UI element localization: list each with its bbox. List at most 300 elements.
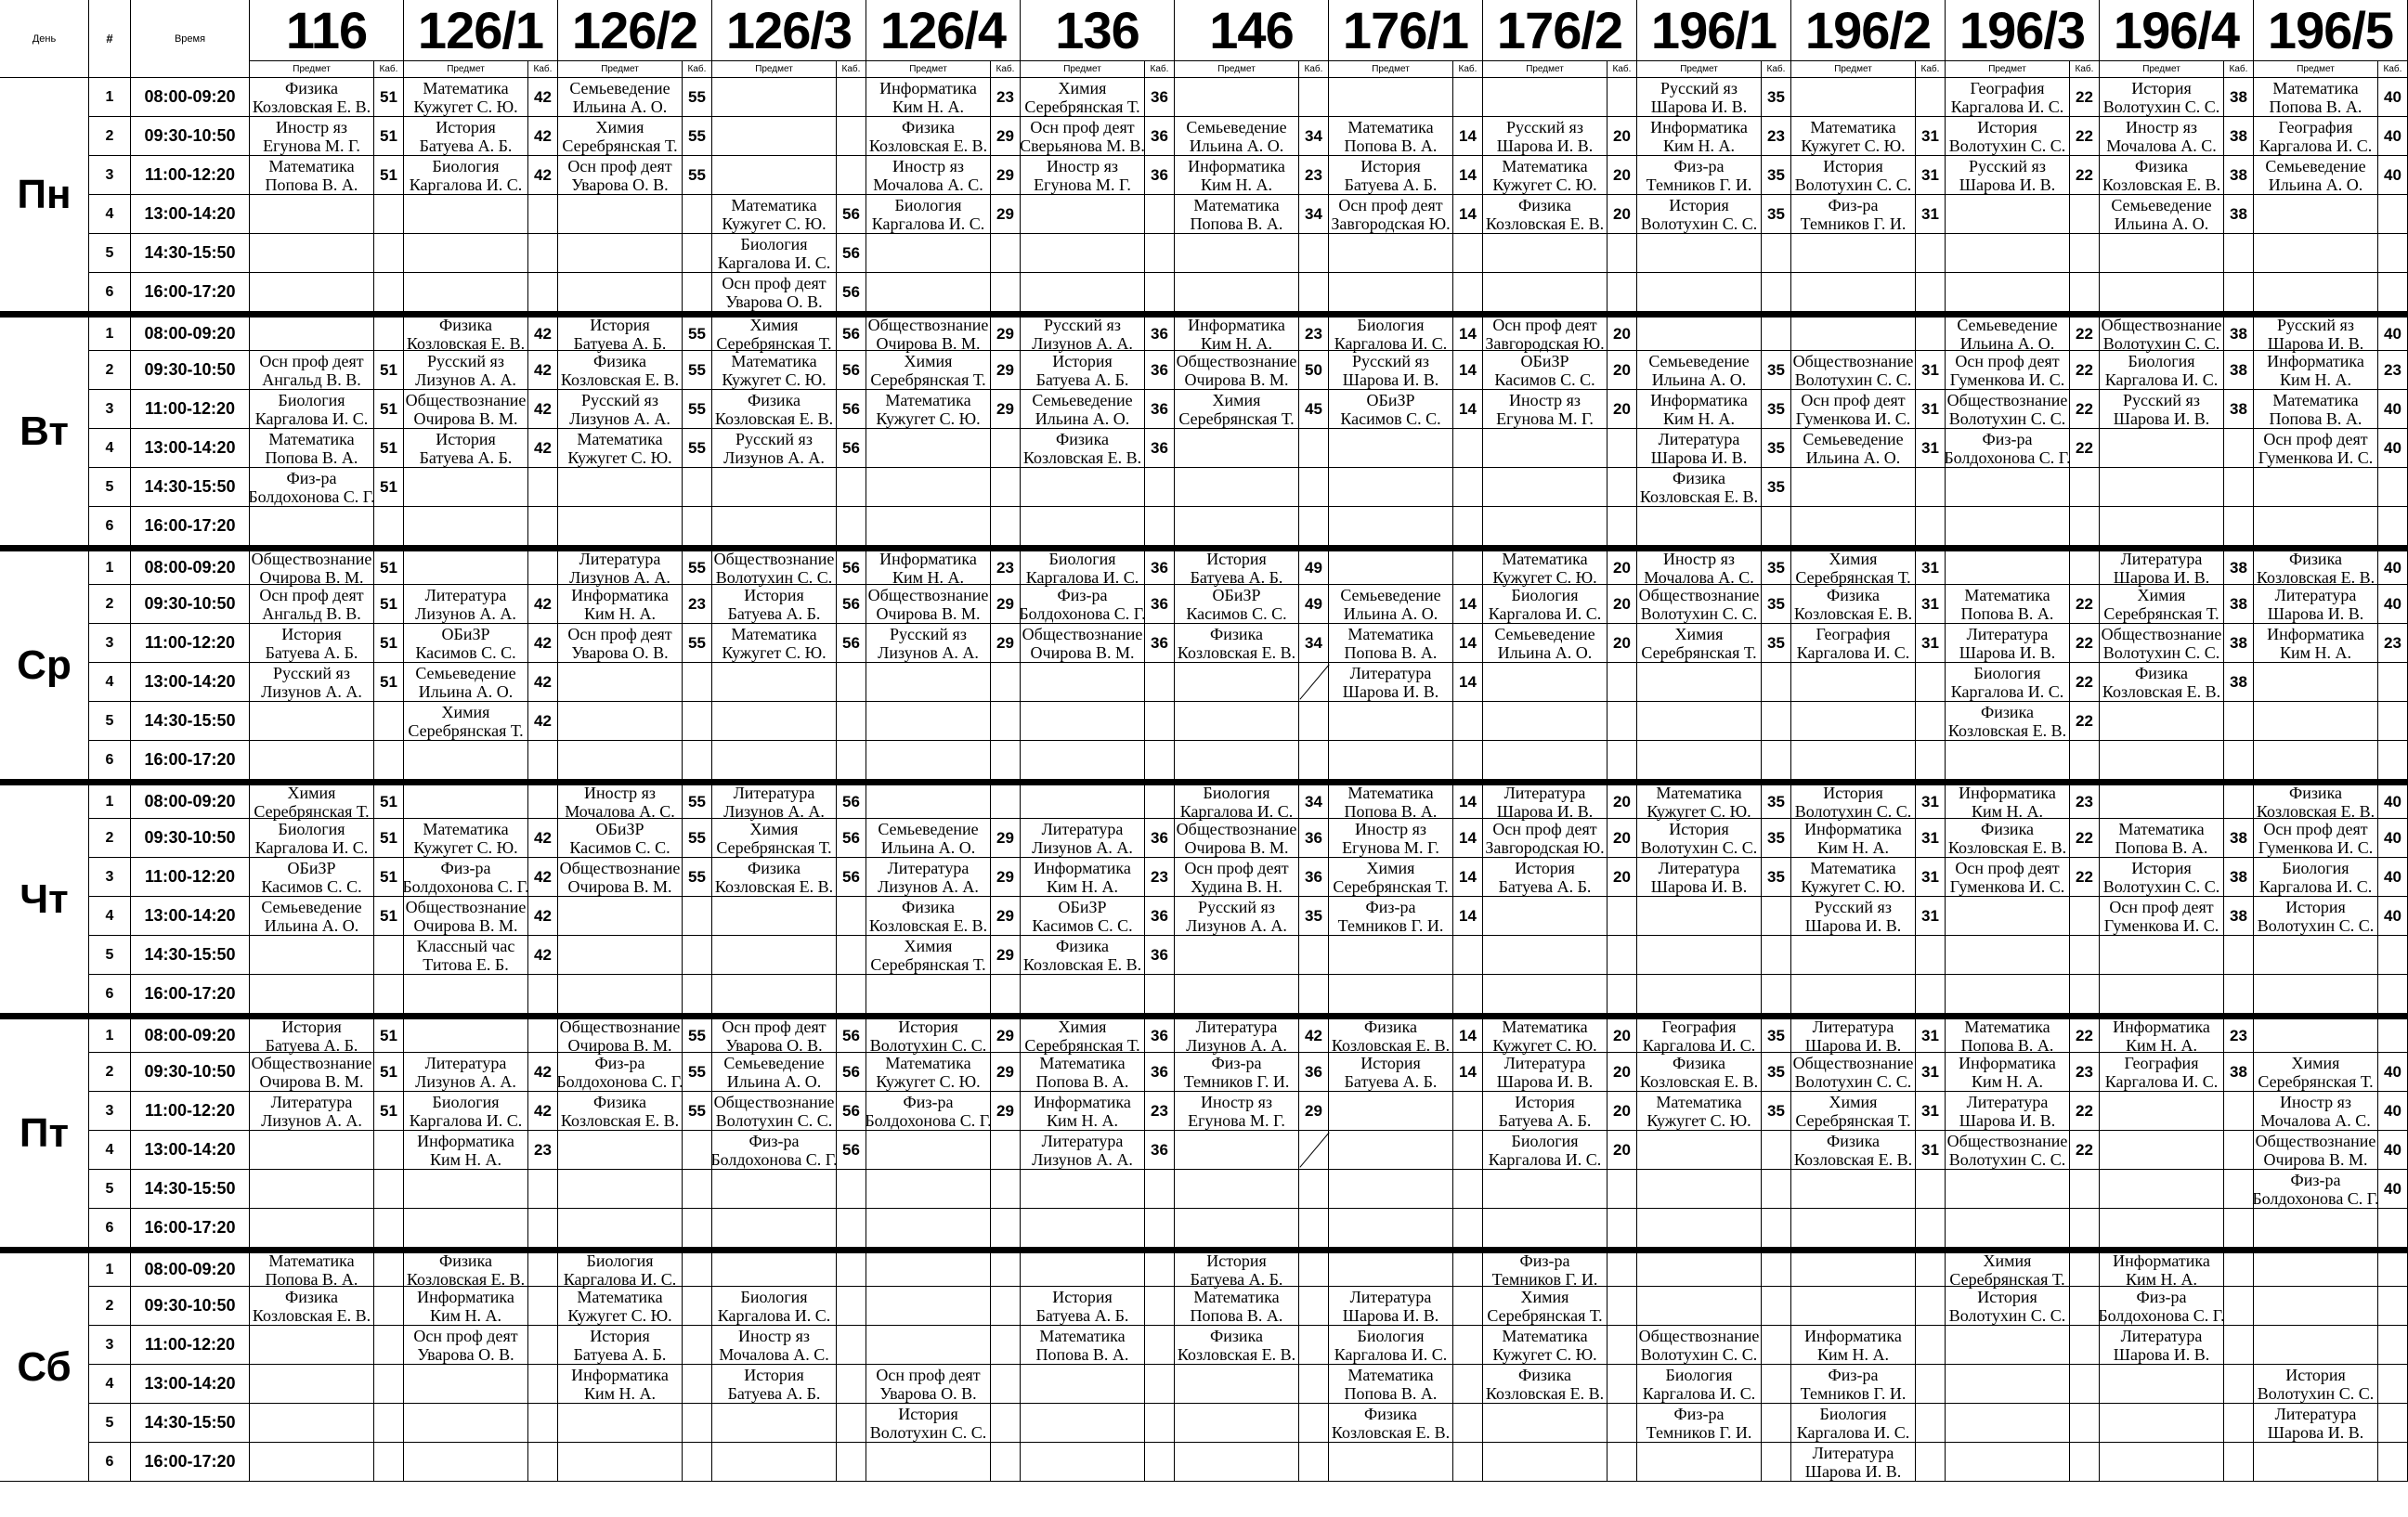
room-number: 42 [528,429,558,468]
empty-room-cell [2070,234,2100,273]
lesson-cell [558,351,683,390]
room-number: 14 [1453,117,1483,156]
empty-room-cell [1453,1131,1483,1170]
class-header: 126/1 [404,0,558,61]
room-number: 40 [2378,117,2408,156]
lesson-teacher: Темников Г. И. [1337,915,1444,935]
lesson-teacher: Серебрянская Т. [1178,408,1295,428]
empty-lesson-cell [1175,234,1299,273]
empty-room-cell [1453,429,1483,468]
lesson-subject: История [1823,783,1883,802]
empty-room-cell [683,897,712,936]
lesson-teacher: Каргалова И. С. [1796,642,1910,662]
empty-lesson-cell [866,507,991,546]
room-number: 55 [683,351,712,390]
empty-room-cell [374,312,404,351]
empty-lesson-cell [712,507,837,546]
lesson-cell [1791,585,1916,624]
empty-room-cell [1299,1170,1329,1209]
room-number: 42 [1299,1014,1329,1053]
empty-lesson-cell [712,156,837,195]
lesson-cell [558,1326,683,1365]
lesson-teacher: Каргалова И. С. [563,1269,677,1289]
lesson-teacher: Лизунов А. А. [1186,1035,1287,1055]
empty-lesson-cell [1791,663,1916,702]
lesson-cell [1791,858,1916,897]
lesson-subject: Информатика [1959,783,2056,802]
empty-room-cell [2378,1326,2408,1365]
room-number: 35 [1762,429,1791,468]
room-number: 51 [374,1092,404,1131]
empty-lesson-cell [2100,1443,2224,1482]
room-number [1916,1404,1946,1443]
lesson-subject: Биология [894,195,962,214]
lesson-subject: Математика [1656,783,1742,802]
lesson-subject: Математика [731,624,817,643]
lesson-teacher: Лизунов А. А. [569,408,670,428]
empty-room-cell [837,468,866,507]
lesson-subject: Физика [2134,663,2189,682]
empty-lesson-cell [1175,1365,1299,1404]
empty-lesson-cell [1329,702,1453,741]
lesson-subject: Физика [592,351,647,370]
empty-lesson-cell [2100,975,2224,1014]
lesson-cell [1637,468,1762,507]
room-number [2224,1248,2254,1287]
empty-lesson-cell [1637,1209,1762,1248]
empty-lesson-cell [558,1170,683,1209]
room-number: 34 [1299,117,1329,156]
empty-lesson-cell [1483,1443,1608,1482]
empty-room-cell [837,156,866,195]
empty-lesson-cell [404,1014,528,1053]
lesson-cell [1021,819,1145,858]
empty-lesson-cell [2254,468,2378,507]
period-number: 3 [89,390,131,429]
room-number: 36 [1145,585,1175,624]
lesson-subject: Литература [424,1053,507,1072]
lesson-teacher: Мочалова А. С. [2106,136,2217,155]
lesson-teacher: Серебрянская Т. [716,837,832,857]
subject-column-header: Предмет [1021,61,1145,78]
empty-room-cell [1299,975,1329,1014]
lesson-cell [1637,390,1762,429]
room-number: 22 [2070,117,2100,156]
room-number: 55 [683,1014,712,1053]
room-number: 31 [1916,585,1946,624]
lesson-subject: Физ-ра [2136,1287,2187,1306]
lesson-cell [1021,78,1145,117]
lesson-teacher: Гуменкова И. С. [1795,408,1911,428]
lesson-cell [2254,819,2378,858]
empty-room-cell [1145,741,1175,780]
lesson-cell [1483,1248,1608,1287]
lesson-cell [558,1287,683,1326]
room-number: 20 [1608,858,1637,897]
lesson-subject: ОБиЗР [287,858,336,877]
lesson-subject: Литература [1812,1017,1894,1036]
lesson-subject: Информатика [1188,156,1285,175]
lesson-subject: Русский яз [273,663,350,682]
empty-lesson-cell [2100,234,2224,273]
empty-room-cell [1916,312,1946,351]
lesson-teacher: Ким Н. А. [1971,1071,2044,1091]
room-number [2224,1326,2254,1365]
room-number: 20 [1608,819,1637,858]
lesson-teacher: Шарова И. В. [1650,447,1748,467]
lesson-subject: ОБиЗР [441,624,490,643]
lesson-subject: Математика [423,819,509,838]
lesson-subject: История [1360,1053,1421,1072]
empty-lesson-cell [250,1443,374,1482]
lesson-subject: Обществознание [1792,351,1914,370]
room-number: 29 [991,936,1021,975]
lesson-subject: Русский яз [1969,156,2046,175]
lesson-subject: Иностр яз [2279,1092,2352,1111]
lesson-subject: Осн проф деят [567,624,672,643]
lesson-teacher: Ким Н. А. [1046,876,1119,896]
period-number: 5 [89,1404,131,1443]
lesson-subject: Информатика [571,585,669,604]
lesson-teacher: Каргалова И. С. [717,253,831,272]
lesson-teacher: Кужугет С. Ю. [567,1305,672,1325]
room-number: 29 [991,1014,1021,1053]
lesson-cell [2254,858,2378,897]
period-number: 5 [89,468,131,507]
empty-room-cell [1453,936,1483,975]
empty-lesson-cell [1946,273,2070,312]
lesson-cell [1791,1365,1916,1404]
period-time: 09:30-10:50 [131,1287,250,1326]
empty-room-cell [1299,507,1329,546]
lesson-teacher: Кужугет С. Ю. [1492,175,1597,194]
lesson-subject: Обществознание [405,390,527,409]
lesson-cell [1946,780,2070,819]
lesson-subject: Математика [731,351,817,370]
period-time: 08:00-09:20 [131,780,250,819]
room-number [837,1326,866,1365]
room-number: 31 [1916,1131,1946,1170]
lesson-cell [1483,195,1608,234]
lesson-cell [1637,1326,1762,1365]
lesson-subject: Обществознание [2101,624,2222,643]
room-number: 22 [2070,351,2100,390]
lesson-cell [1175,1014,1299,1053]
lesson-teacher: Серебрянская Т. [870,370,986,389]
lesson-cell [712,1092,837,1131]
room-number: 38 [2224,546,2254,585]
lesson-subject: Русский яз [2277,315,2354,334]
lesson-subject: Информатика [2113,1017,2210,1036]
empty-room-cell [1145,468,1175,507]
lesson-teacher: Волотухин С. С. [2102,333,2220,353]
period-time: 11:00-12:20 [131,1326,250,1365]
lesson-subject: Физика [901,897,956,916]
lesson-teacher: Каргалова И. С. [2258,136,2373,155]
room-number: 42 [528,819,558,858]
empty-lesson-cell [1175,1404,1299,1443]
lesson-cell [1483,1287,1608,1326]
lesson-cell [2100,351,2224,390]
empty-lesson-cell [250,741,374,780]
lesson-teacher: Серебрянская Т. [1024,97,1140,116]
empty-lesson-cell [712,936,837,975]
empty-room-cell [1299,1443,1329,1482]
empty-lesson-cell [558,936,683,975]
lesson-subject: Обществознание [713,549,835,568]
empty-lesson-cell [1329,1170,1453,1209]
empty-room-cell [528,741,558,780]
lesson-teacher: Кужугет С. Ю. [1801,136,1906,155]
lesson-teacher: Серебрянская Т. [870,954,986,974]
class-header: 126/2 [558,0,712,61]
lesson-cell [250,1248,374,1287]
empty-room-cell [1145,1248,1175,1287]
room-number [2378,1365,2408,1404]
lesson-teacher: Козловская Е. В. [1639,1071,1759,1091]
lesson-teacher: Очирова В. М. [259,1071,364,1091]
room-number: 35 [1762,624,1791,663]
lesson-subject: Химия [1829,549,1878,568]
empty-room-cell [374,975,404,1014]
empty-lesson-cell [1175,702,1299,741]
empty-lesson-cell [558,1443,683,1482]
empty-lesson-cell [1946,234,2070,273]
empty-lesson-cell [1791,78,1916,117]
room-number: 35 [1762,156,1791,195]
lesson-teacher: Попова В. А. [265,447,358,467]
room-number: 35 [1762,468,1791,507]
room-number: 38 [2224,78,2254,117]
lesson-cell [1637,780,1762,819]
lesson-teacher: Болдохонова С. Г. [248,486,375,506]
empty-room-cell [1145,1404,1175,1443]
lesson-subject: Русский яз [427,351,504,370]
empty-room-cell [683,741,712,780]
empty-room-cell [837,1404,866,1443]
lesson-teacher: Лизунов А. А. [569,567,670,587]
lesson-cell [1637,1404,1762,1443]
lesson-teacher: Гуменкова И. С. [1949,876,2065,896]
empty-room-cell [374,1170,404,1209]
period-time: 09:30-10:50 [131,117,250,156]
lesson-subject: Физика [1826,1131,1881,1150]
lesson-cell [1946,624,2070,663]
lesson-teacher: Лизунов А. А. [723,447,825,467]
empty-room-cell [2070,468,2100,507]
lesson-teacher: Шарова И. В. [1342,1305,1439,1325]
room-number: 34 [1299,624,1329,663]
lesson-cell [1021,390,1145,429]
lesson-cell [2100,585,2224,624]
lesson-cell [1175,1326,1299,1365]
room-number: 23 [1762,117,1791,156]
lesson-cell [1637,351,1762,390]
lesson-subject: Обществознание [251,1053,372,1072]
room-number: 22 [2070,663,2100,702]
room-number [1608,1326,1637,1365]
lesson-subject: ОБиЗР [1058,897,1107,916]
lesson-subject: Физ-ра [748,1131,800,1150]
room-number: 29 [991,156,1021,195]
empty-room-cell [1453,975,1483,1014]
lesson-teacher: Батуева А. Б. [1344,175,1438,194]
lesson-teacher: Волотухин С. С. [1640,603,1758,623]
lesson-cell [866,1053,991,1092]
room-column-header: Каб. [1299,61,1329,78]
room-number: 35 [1762,351,1791,390]
lesson-subject: Литература [1812,1443,1894,1462]
lesson-subject: Физ-ра [2290,1170,2341,1189]
lesson-teacher: Кужугет С. Ю. [876,408,981,428]
empty-lesson-cell [2254,702,2378,741]
lesson-subject: Физика [284,78,339,97]
room-number: 36 [1299,858,1329,897]
room-number: 31 [1916,858,1946,897]
room-number: 23 [2378,624,2408,663]
lesson-subject: Информатика [1188,315,1285,334]
empty-lesson-cell [1021,1209,1145,1248]
lesson-subject: Осн проф деят [567,156,672,175]
lesson-teacher: Каргалова И. С. [1488,603,1602,623]
room-number: 51 [374,780,404,819]
room-number: 29 [991,1053,1021,1092]
empty-room-cell [1608,897,1637,936]
empty-lesson-cell [404,975,528,1014]
empty-room-cell [2378,663,2408,702]
lesson-cell [558,78,683,117]
room-number: 23 [991,78,1021,117]
lesson-teacher: Козловская Е. В. [1947,837,2067,857]
lesson-subject: Математика [1964,1017,2050,1036]
room-number: 14 [1453,585,1483,624]
room-number: 23 [1145,1092,1175,1131]
room-number: 14 [1453,819,1483,858]
empty-room-cell [991,1326,1021,1365]
lesson-teacher: Ким Н. А. [892,567,965,587]
lesson-subject: География [2278,117,2353,136]
lesson-teacher: Темников Г. И. [1646,1422,1752,1442]
lesson-cell [1483,624,1608,663]
lesson-cell [1021,1131,1145,1170]
lesson-cell [1483,156,1608,195]
lesson-teacher: Темников Г. И. [1183,1071,1290,1091]
lesson-teacher: Каргалова И. С. [254,837,369,857]
period-time: 16:00-17:20 [131,975,250,1014]
empty-room-cell [1762,663,1791,702]
room-number: 51 [374,156,404,195]
room-number: 14 [1453,390,1483,429]
room-number: 20 [1608,780,1637,819]
room-number: 51 [374,78,404,117]
lesson-cell [404,897,528,936]
room-number [1916,1443,1946,1482]
lesson-subject: Физика [1055,936,1110,955]
lesson-cell [1329,663,1453,702]
empty-lesson-cell [712,897,837,936]
room-number: 36 [1145,390,1175,429]
class-header: 196/4 [2100,0,2254,61]
empty-lesson-cell [1946,1404,2070,1443]
lesson-cell [250,546,374,585]
empty-room-cell [991,507,1021,546]
lesson-cell [1329,195,1453,234]
period-number: 6 [89,1443,131,1482]
room-number: 31 [1916,897,1946,936]
lesson-teacher: Ильина А. О. [880,837,976,857]
lesson-subject: Биология [2128,351,2195,370]
lesson-teacher: Мочалова А. С. [2260,1110,2371,1130]
empty-lesson-cell [2100,507,2224,546]
lesson-cell [1946,858,2070,897]
lesson-teacher: Попова В. А. [2269,97,2362,116]
room-number: 42 [528,1053,558,1092]
lesson-teacher: Шарова И. В. [1959,1110,2056,1130]
empty-room-cell [528,1443,558,1482]
lesson-teacher: Болдохонова С. Г. [710,1149,838,1169]
empty-room-cell [1299,1365,1329,1404]
room-number: 29 [991,819,1021,858]
lesson-subject: Осн проф деят [1801,390,1906,409]
period-time: 09:30-10:50 [131,351,250,390]
empty-room-cell [374,1209,404,1248]
room-number: 35 [1762,546,1791,585]
lesson-cell [1175,585,1299,624]
lesson-subject: ОБиЗР [1520,351,1569,370]
lesson-teacher: Ким Н. А. [1816,1344,1890,1364]
lesson-teacher: Уварова О. В. [725,292,823,311]
lesson-cell [1637,1092,1762,1131]
lesson-subject: Литература [424,585,507,604]
room-number: 40 [2378,312,2408,351]
room-number: 38 [2224,858,2254,897]
room-number: 55 [683,429,712,468]
room-number: 22 [2070,702,2100,741]
empty-lesson-cell [1329,234,1453,273]
lesson-cell [1329,819,1453,858]
lesson-cell [1175,858,1299,897]
empty-room-cell [2070,897,2100,936]
lesson-subject: Литература [733,783,815,802]
period-number: 4 [89,663,131,702]
lesson-cell [2100,663,2224,702]
lesson-cell [1483,1092,1608,1131]
empty-room-cell [1916,468,1946,507]
empty-lesson-cell [404,273,528,312]
period-number: 3 [89,858,131,897]
room-number: 14 [1453,897,1483,936]
empty-lesson-cell [1637,663,1762,702]
subject-column-header: Предмет [1637,61,1762,78]
period-time: 16:00-17:20 [131,507,250,546]
lesson-teacher: Очирова В. М. [1030,642,1135,662]
lesson-teacher: Попова В. А. [1960,603,2054,623]
empty-room-cell [1762,1287,1791,1326]
room-number: 31 [1916,117,1946,156]
room-number: 20 [1608,390,1637,429]
lesson-teacher: Болдохонова С. Г. [402,876,529,896]
empty-room-cell [2224,936,2254,975]
period-time: 11:00-12:20 [131,1092,250,1131]
empty-room-cell [528,507,558,546]
lesson-cell [1946,1248,2070,1287]
period-number: 2 [89,585,131,624]
empty-room-cell [2378,273,2408,312]
lesson-cell [250,1092,374,1131]
room-column-header: Каб. [991,61,1021,78]
lesson-subject: Математика [1347,1365,1434,1384]
room-number: 29 [991,117,1021,156]
